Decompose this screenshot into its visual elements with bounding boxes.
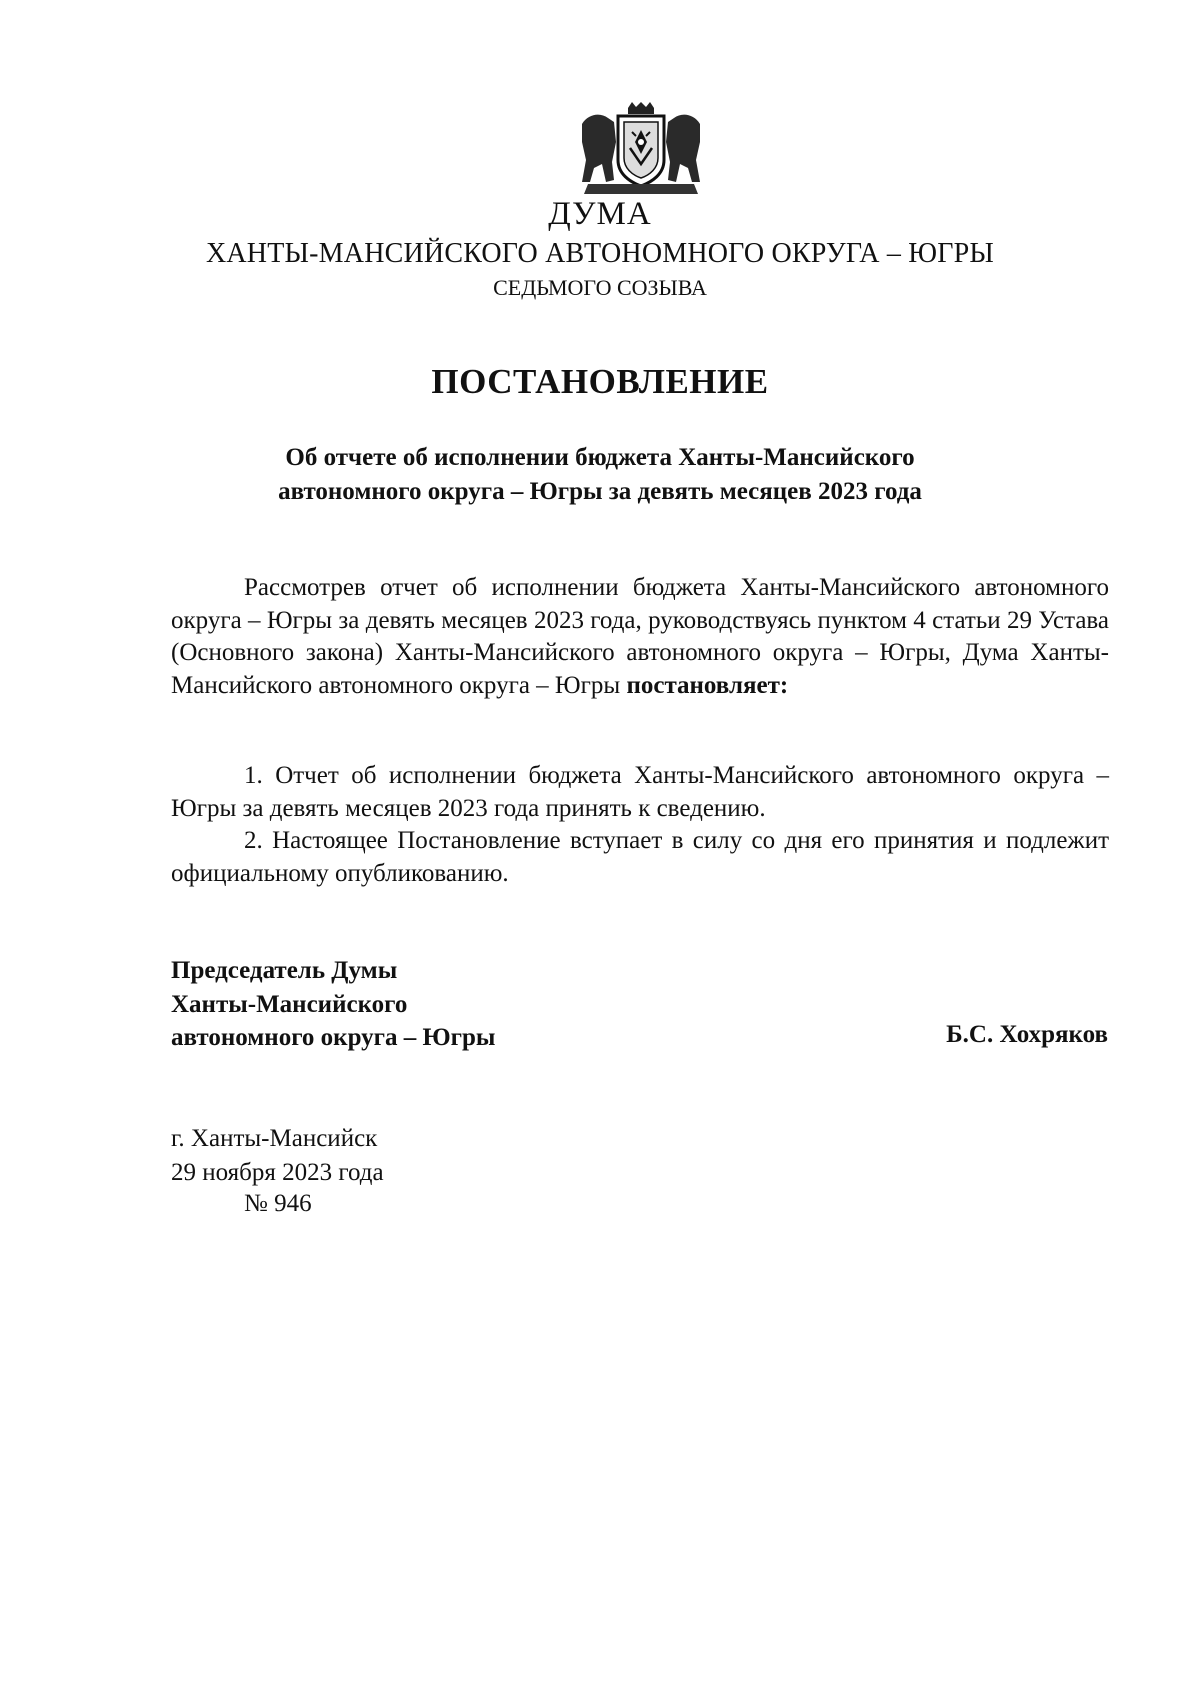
resolves-word: постановляет:: [626, 671, 789, 699]
signatory-name: Б.С. Хохряков: [946, 1021, 1108, 1048]
coat-of-arms-icon: [580, 102, 702, 198]
preamble-paragraph: [171, 572, 1109, 702]
document-number: № 946: [244, 1190, 312, 1217]
document-subject: [0, 441, 1200, 509]
resolution-item-2: 2. Настоящее Постановление вступает в силу со дня его принятия и подлежит официальному опубликованию.: [171, 827, 1109, 887]
preamble-text: Рассмотрев отчет об исполнении бюджета Ханты-Мансийского автономного округа – Югры за девять месяцев 2023 года, руководствуясь пунктом 4 статьи 29 Устава (Основного закона) Ханты-Мансийского автономного округа – Югры, Дума Ханты-Мансийского автономного округа – Югры: [171, 574, 1109, 699]
region-name: ХАНТЫ-МАНСИЙСКОГО АВТОНОМНОГО ОКРУГА – ЮГРЫ: [205, 238, 995, 269]
position-line-2: Ханты-Мансийского: [171, 990, 408, 1018]
document-footer: [171, 1122, 384, 1190]
resolution-item-1: 1. Отчет об исполнении бюджета Ханты-Мансийского автономного округа – Югры за девять месяцев 2023 года принять к сведению.: [171, 762, 1109, 822]
position-line-1: Председатель Думы: [171, 957, 398, 984]
place-of-adoption: г. Ханты-Мансийск: [171, 1125, 378, 1152]
adoption-date: 29 ноября 2023 года: [171, 1159, 384, 1186]
organization-title: ДУМА: [548, 196, 652, 232]
subject-line-1: Об отчете об исполнении бюджета Ханты-Мансийского: [285, 444, 915, 471]
signatory-position: [171, 954, 495, 1055]
document-type: ПОСТАНОВЛЕНИЕ: [431, 362, 769, 401]
subject-line-2: автономного округа – Югры за девять месяцев 2023 года: [278, 478, 922, 505]
convocation: СЕДЬМОГО СОЗЫВА: [493, 275, 707, 300]
position-line-3: автономного округа – Югры: [171, 1024, 496, 1051]
